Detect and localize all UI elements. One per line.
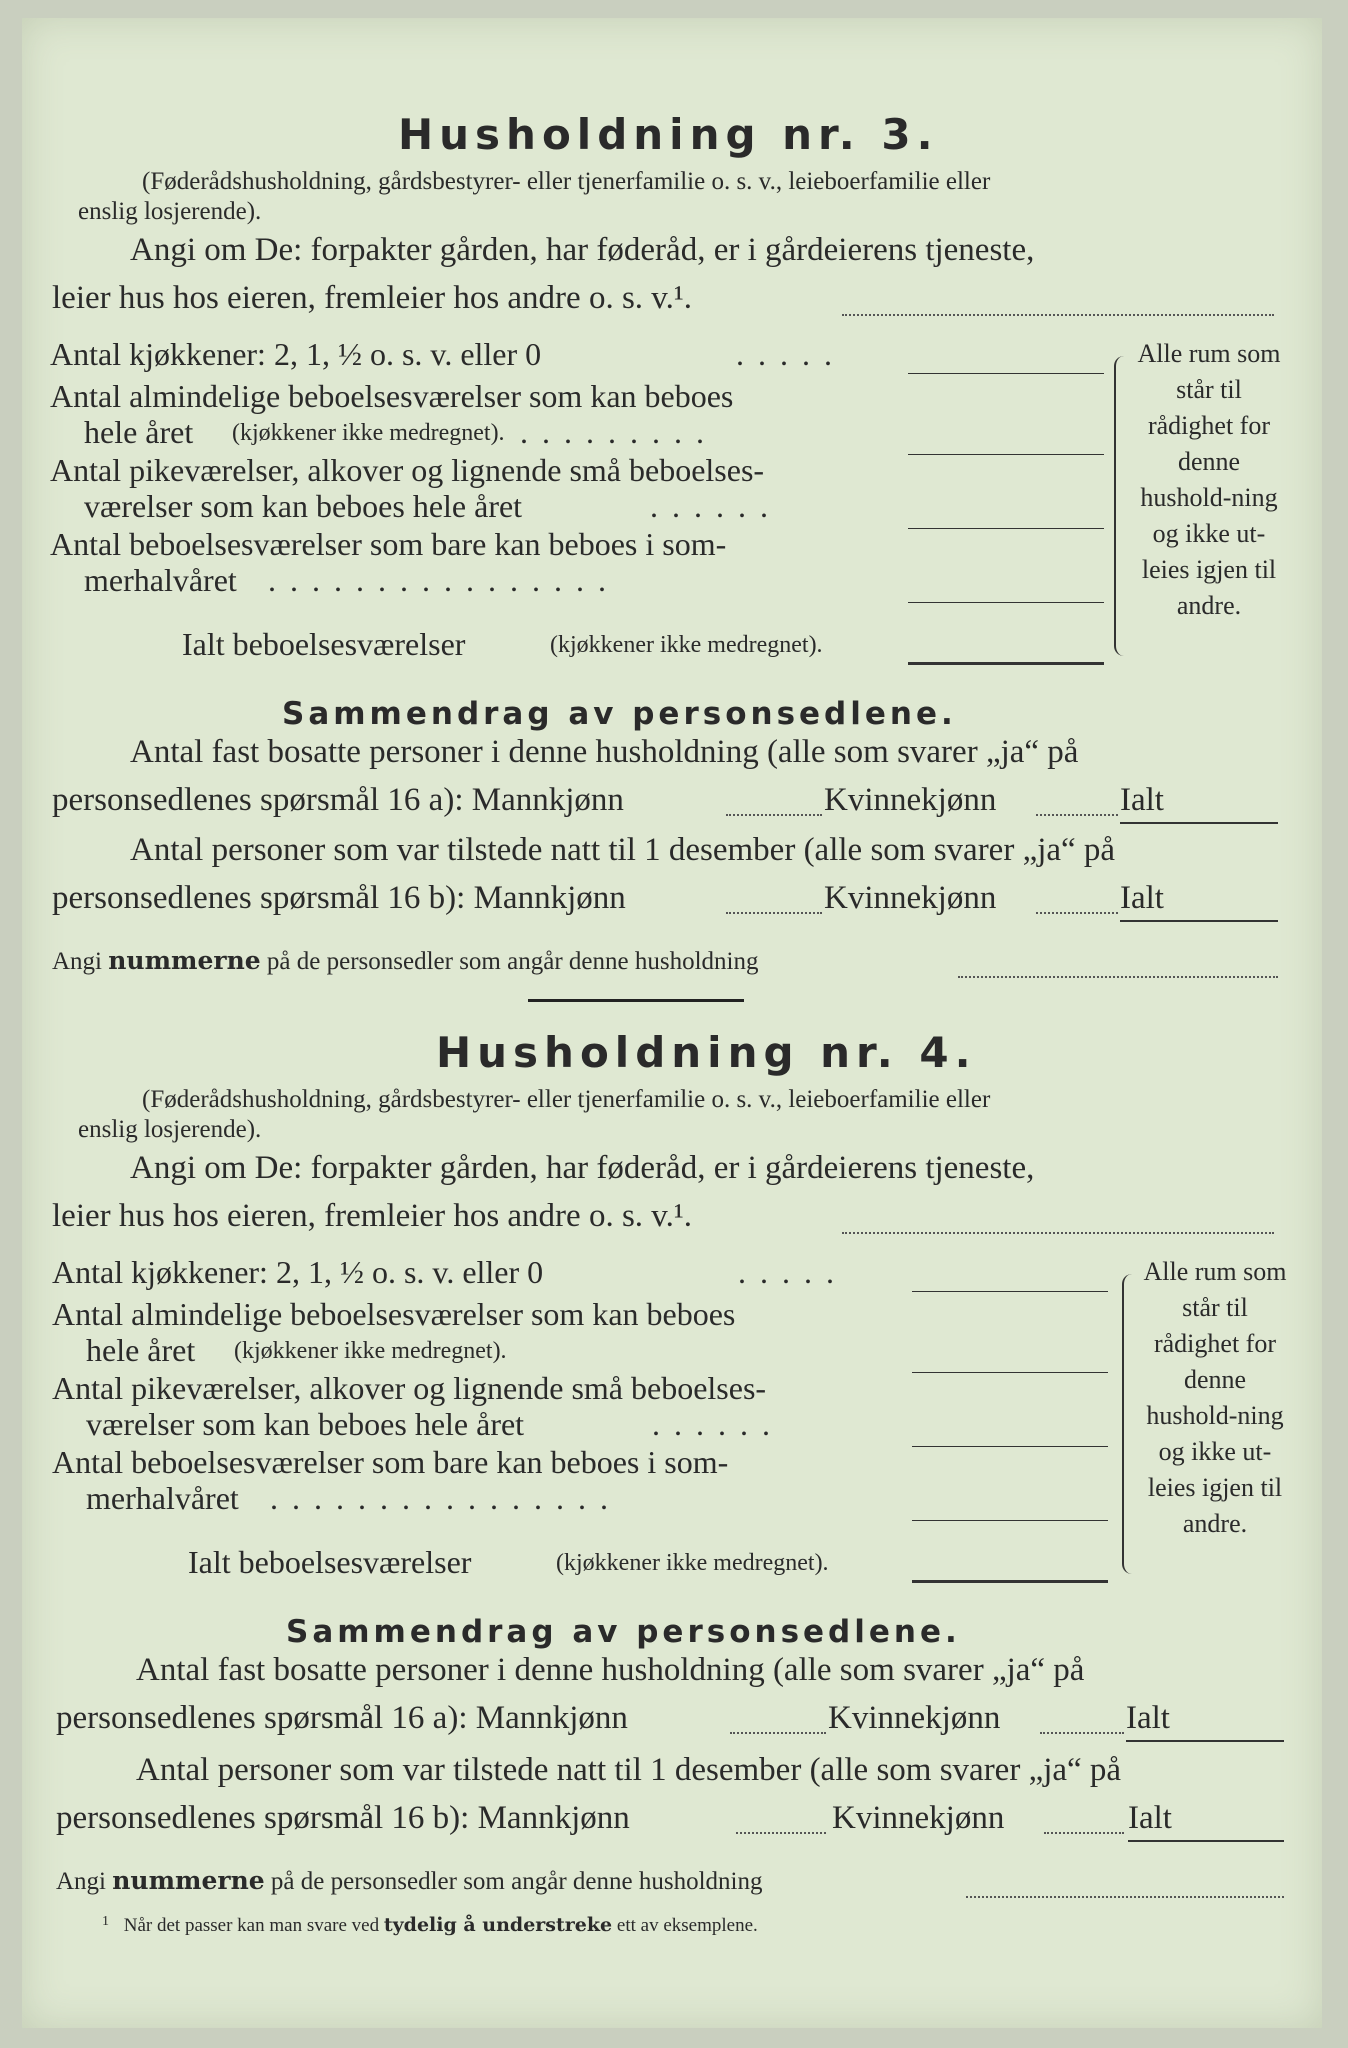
footnote-text-b: ett av eksemplene. — [616, 1915, 758, 1936]
kitchens-label: Antal kjøkkener: 2, 1, ½ o. s. v. eller 0 — [52, 1254, 544, 1290]
rooms1-label-a: Antal almindelige beboelsesværelser som kan beboes — [50, 378, 734, 414]
angi-numbers-line: Angi nummerne på de personsedler som angår denne husholdning — [56, 1866, 763, 1895]
note-line-2: enslig losjerende). — [78, 198, 262, 225]
angi-line-1: Angi om De: forpakter gården, har føderåd, er i gårdeierens tjeneste, — [130, 1150, 1035, 1186]
rooms1-answer-line[interactable] — [912, 1372, 1108, 1373]
fast-female-label: Kvinnekjønn — [828, 1700, 1001, 1736]
rooms3-label-b: merhalvåret — [86, 1480, 239, 1516]
kitchens-label: Antal kjøkkener: 2, 1, ½ o. s. v. eller 0 — [50, 336, 542, 372]
note-line-1: (Føderådshusholdning, gårdsbestyrer- eller tjenerfamilie o. s. v., leieboerfamilie eller — [142, 168, 991, 195]
note-line-1: (Føderådshusholdning, gårdsbestyrer- eller tjenerfamilie o. s. v., leieboerfamilie eller — [142, 1086, 991, 1113]
angi-line-1: Angi om De: forpakter gården, har føderåd, er i gårdeierens tjeneste, — [130, 232, 1035, 268]
angi-line-2: leier hus hos eieren, fremleier hos andre o. s. v.¹. — [52, 1198, 693, 1234]
tilstede-total-label: Ialt — [1128, 1800, 1172, 1836]
rooms2-answer-line[interactable] — [908, 528, 1104, 529]
section-title: Husholdning nr. 4. — [436, 1028, 977, 1077]
fast-total-label: Ialt — [1126, 1700, 1170, 1736]
rooms1-label-b: hele året — [84, 414, 194, 450]
rooms3-answer-line[interactable] — [908, 602, 1104, 603]
total-label: Ialt beboelsesværelser — [188, 1544, 472, 1580]
fast-total-line[interactable] — [1120, 822, 1278, 824]
summary-title: Sammendrag av personsedlene. — [286, 1614, 961, 1650]
rooms3-label-a: Antal beboelsesværelser som bare kan beboes i som- — [52, 1444, 729, 1480]
rooms2-label-a: Antal pikeværelser, alkover og lignende små beboelses- — [50, 452, 765, 488]
census-form-page — [22, 18, 1322, 2028]
side-note: Alle rum som står til rådighet for denne hushold-ning og ikke ut-leies igjen til andre. — [1137, 339, 1281, 620]
brace — [1114, 356, 1134, 656]
tilstede-female-label: Kvinnekjønn — [824, 880, 997, 916]
fast-female-line[interactable] — [1040, 1732, 1124, 1734]
fast-male-line[interactable] — [730, 1732, 826, 1734]
rooms3-answer-line[interactable] — [912, 1520, 1108, 1521]
dot-leader: ...... — [652, 1406, 784, 1442]
fast-female-label: Kvinnekjønn — [824, 782, 997, 818]
tilstede-female-line[interactable] — [1036, 912, 1118, 914]
tilstede-line-1: Antal personer som var tilstede natt til 1 desember (alle som svarer „ja“ på — [130, 832, 1116, 868]
footnote-text-a: Når det passer kan man svare ved — [123, 1915, 380, 1936]
tilstede-male-line[interactable] — [736, 1832, 826, 1834]
angi-line-2: leier hus hos eieren, fremleier hos andre o. s. v.¹. — [52, 280, 693, 316]
section-divider — [528, 999, 744, 1002]
rooms2-label-b: værelser som kan beboes hele året — [84, 488, 523, 524]
total-answer-line[interactable] — [912, 1580, 1108, 1583]
section-title: Husholdning nr. 3. — [398, 110, 939, 159]
dot-leader: ......... — [520, 414, 718, 450]
tilstede-line-2: personsedlenes spørsmål 16 b): Mannkjønn — [56, 1800, 630, 1836]
side-note: Alle rum som står til rådighet for denne hushold-ning og ikke ut-leies igjen til andre. — [1143, 1257, 1287, 1538]
brace — [1122, 1274, 1142, 1574]
fast-line-2: personsedlenes spørsmål 16 a): Mannkjønn — [52, 782, 624, 818]
rooms2-answer-line[interactable] — [912, 1446, 1108, 1447]
rooms1-label-note: (kjøkkener ikke medregnet). — [234, 1338, 507, 1364]
dot-leader: ................ — [270, 1480, 622, 1516]
tilstede-female-label: Kvinnekjønn — [832, 1800, 1005, 1836]
tilstede-total-line[interactable] — [1120, 920, 1278, 922]
footnote — [102, 1914, 758, 1937]
tilstede-total-label: Ialt — [1120, 880, 1164, 916]
dot-leader: ..... — [736, 336, 846, 372]
tilstede-total-line[interactable] — [1128, 1840, 1284, 1842]
dot-leader: ...... — [650, 488, 782, 524]
fast-line-2: personsedlenes spørsmål 16 a): Mannkjønn — [56, 1700, 628, 1736]
tilstede-line-2: personsedlenes spørsmål 16 b): Mannkjønn — [52, 880, 626, 916]
angi-numbers-line: Angi nummerne på de personsedler som angår denne husholdning — [52, 946, 759, 975]
dot-leader: ..... — [738, 1254, 848, 1290]
note-line-2: enslig losjerende). — [78, 1116, 262, 1143]
kitchens-answer-line[interactable] — [908, 373, 1104, 374]
angi-numbers-answer-line[interactable] — [966, 1896, 1284, 1898]
rooms1-label-b: hele året — [86, 1332, 196, 1368]
tilstede-female-line[interactable] — [1044, 1832, 1124, 1834]
angi-numbers-answer-line[interactable] — [958, 976, 1278, 978]
tilstede-line-1: Antal personer som var tilstede natt til 1 desember (alle som svarer „ja“ på — [136, 1752, 1122, 1788]
angi-answer-line[interactable] — [842, 314, 1274, 316]
fast-male-line[interactable] — [726, 814, 822, 816]
rooms3-label-a: Antal beboelsesværelser som bare kan beboes i som- — [50, 526, 727, 562]
footnote-text-bold: tydelig å understreke — [383, 1914, 613, 1936]
rooms1-label-note: (kjøkkener ikke medregnet). — [232, 420, 505, 446]
dot-leader: ................ — [268, 562, 620, 598]
fast-total-label: Ialt — [1120, 782, 1164, 818]
tilstede-male-line[interactable] — [726, 912, 822, 914]
total-label-note: (kjøkkener ikke medregnet). — [556, 1550, 829, 1576]
fast-female-line[interactable] — [1036, 814, 1118, 816]
footnote-mark: 1 — [102, 1914, 109, 1929]
fast-line-1: Antal fast bosatte personer i denne husholdning (alle som svarer „ja“ på — [136, 1652, 1085, 1688]
total-label-note: (kjøkkener ikke medregnet). — [550, 632, 823, 658]
fast-line-1: Antal fast bosatte personer i denne husholdning (alle som svarer „ja“ på — [130, 734, 1079, 770]
summary-title: Sammendrag av personsedlene. — [282, 696, 957, 732]
rooms1-label-a: Antal almindelige beboelsesværelser som kan beboes — [52, 1296, 736, 1332]
rooms1-answer-line[interactable] — [908, 454, 1104, 455]
rooms2-label-a: Antal pikeværelser, alkover og lignende små beboelses- — [52, 1370, 767, 1406]
total-answer-line[interactable] — [908, 662, 1104, 665]
fast-total-line[interactable] — [1126, 1740, 1284, 1742]
rooms2-label-b: værelser som kan beboes hele året — [86, 1406, 525, 1442]
kitchens-answer-line[interactable] — [912, 1291, 1108, 1292]
total-label: Ialt beboelsesværelser — [182, 626, 466, 662]
rooms3-label-b: merhalvåret — [84, 562, 237, 598]
angi-answer-line[interactable] — [842, 1232, 1274, 1234]
